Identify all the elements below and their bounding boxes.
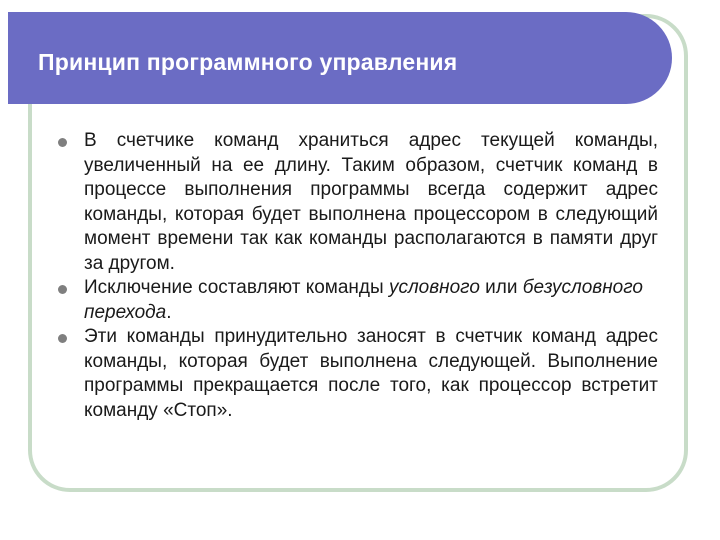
bullet-text-1: В счетчике команд храниться адрес текущей команды, увеличенный на ее длину. Таким образом, счетчик команд в процессе выполнения программы всегда содержит адрес команды, которая будет выполнена процессором в следующий момент времени так как команды располагаются в памяти друг за другом. — [84, 130, 658, 274]
bullet-item-2 — [58, 276, 658, 325]
slide-title: Принцип программного управления — [38, 49, 458, 75]
bullet-text-3: Эти команды принудительно заносят в счетчик команд адрес команды, которая будет выполнена следующей. Выполнение программы прекращается после того, как процессор встретит команду «Стоп». — [84, 326, 658, 421]
title-underline — [38, 104, 644, 106]
bullet-icon — [58, 138, 67, 147]
bullet-item-1 — [58, 129, 658, 276]
bullet-text-2-suffix: . — [166, 301, 172, 323]
bullet-text-2-prefix: Исключение составляют команды — [84, 277, 389, 298]
bullet-icon — [58, 334, 67, 343]
bullet-item-3 — [58, 325, 658, 423]
bullet-text-2-middle: или — [479, 277, 523, 298]
title-bar — [8, 12, 672, 104]
bullet-text-2-italic-unconditional: безусловного перехода — [84, 277, 643, 323]
bullet-list — [58, 129, 658, 423]
bullet-text-2-italic-conditional: условного — [388, 277, 480, 298]
bullet-icon — [58, 285, 67, 294]
